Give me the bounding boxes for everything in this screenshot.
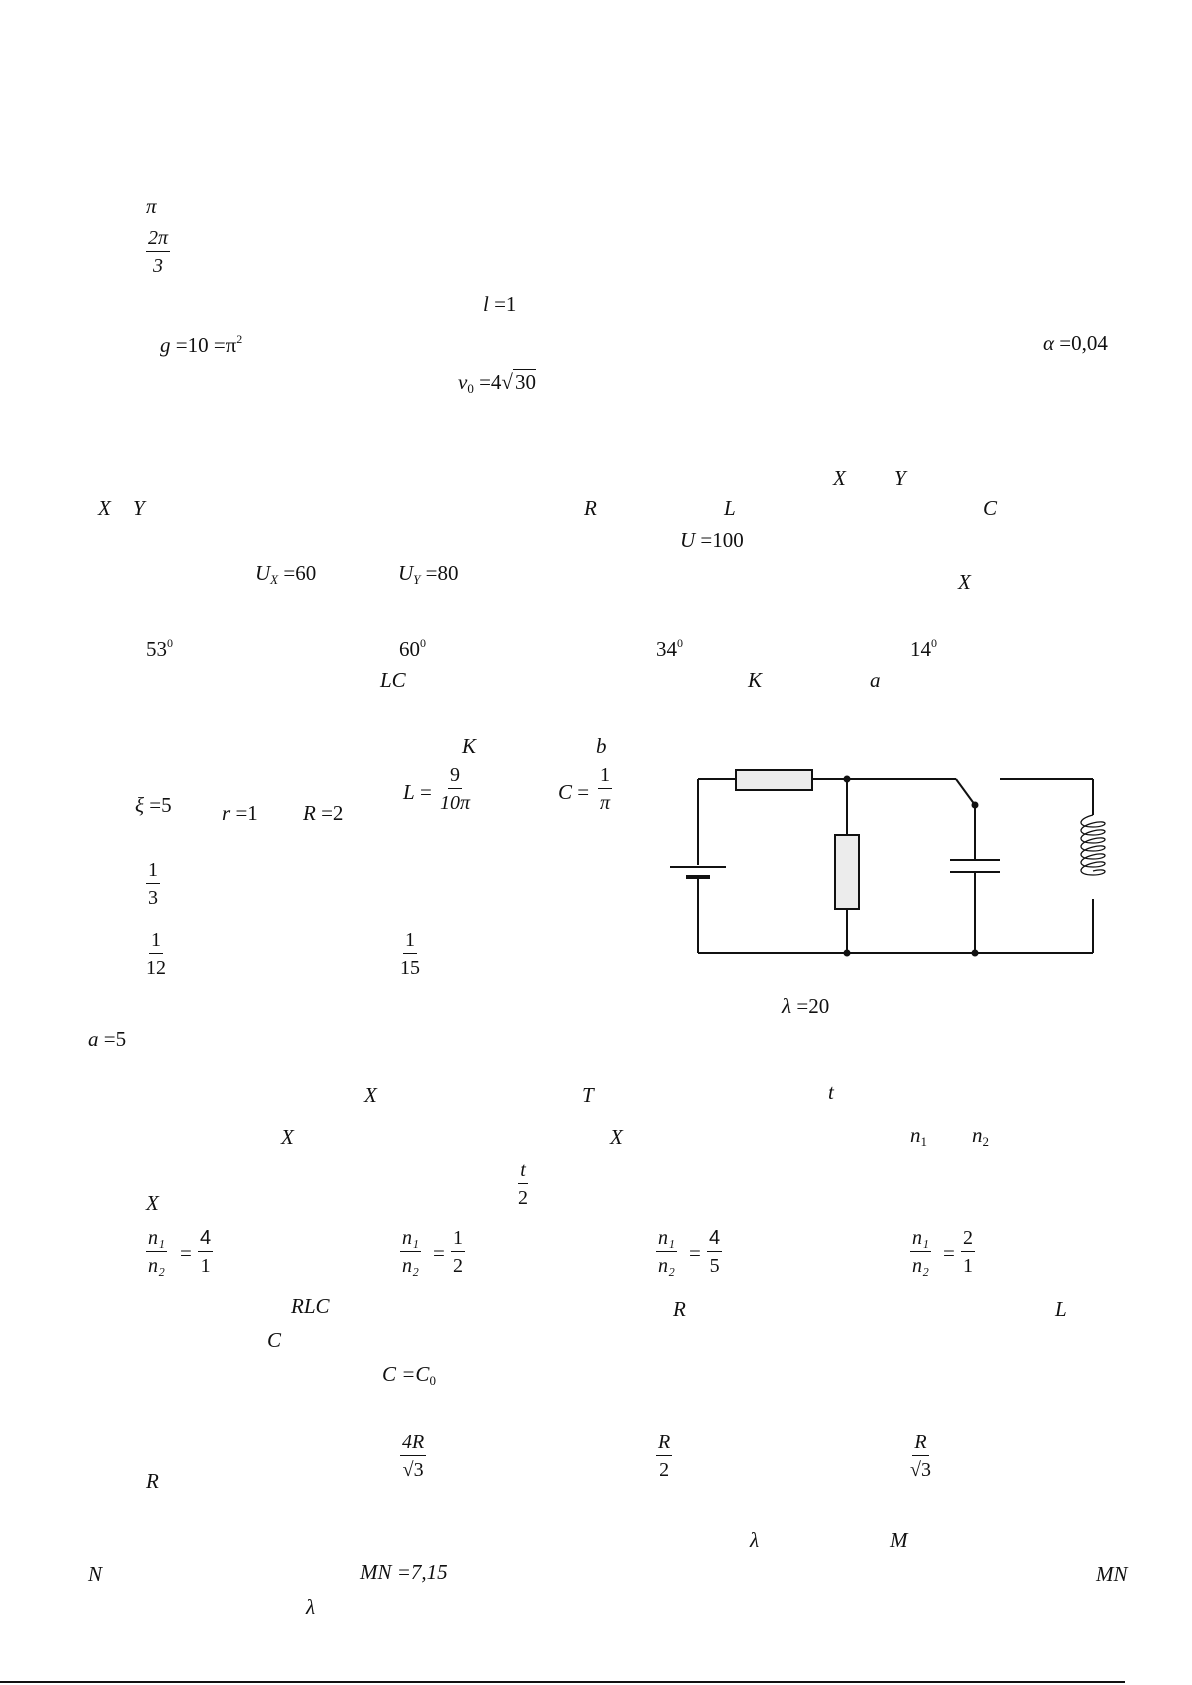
option-b-angle: $60^0$ bbox=[399, 636, 426, 661]
option-a-eq: = bbox=[180, 1241, 192, 1265]
t-over-two: $\frac{t}{2}$ bbox=[518, 1159, 528, 1209]
two-pi-over-three: $\frac{2\pi}{3}$ bbox=[148, 227, 169, 277]
junction-top bbox=[844, 776, 851, 783]
var-c: C bbox=[983, 496, 998, 520]
resistor-middle bbox=[835, 835, 859, 909]
inductance-eq: L = bbox=[403, 780, 432, 804]
inductance-frac: $\frac{9}{10\pi}$ bbox=[440, 764, 471, 814]
option-a-ratio-lhs: $\frac{\text{n₁}}{\text{n₂}}$ bbox=[148, 1227, 165, 1277]
mn-eq: MN =7,15 bbox=[360, 1560, 448, 1584]
var-x-left: X bbox=[98, 496, 111, 520]
internal-r-eq: r =1 bbox=[222, 801, 258, 825]
option-c-eq: = bbox=[689, 1241, 701, 1265]
option-b-ratio-lhs: $\frac{\text{n₁}}{\text{n₂}}$ bbox=[402, 1227, 419, 1277]
var-r: R bbox=[584, 496, 597, 520]
switch-k: K bbox=[748, 668, 763, 692]
c-equals-c0: $C =C_0$ bbox=[382, 1362, 436, 1388]
emf-eq: ξ =5 bbox=[135, 793, 172, 817]
gravity-eq: $g =10 =\pi^2$ bbox=[160, 332, 243, 357]
option-d-r-root3: $\frac{R}{√3}$ bbox=[910, 1431, 931, 1481]
u-eq: U =100 bbox=[680, 528, 744, 552]
junction-bottom-left bbox=[844, 950, 851, 957]
option-fraction-1-3: $\frac{1}{3}$ bbox=[148, 859, 158, 909]
terminal-b: b bbox=[596, 734, 607, 758]
var-x-5c: X bbox=[610, 1125, 623, 1149]
var-x-5b: X bbox=[281, 1125, 294, 1149]
resistor-top bbox=[736, 770, 812, 790]
option-a-r: R bbox=[146, 1469, 159, 1493]
alpha-eq: α =0,04 bbox=[1043, 331, 1108, 355]
point-m: M bbox=[890, 1528, 908, 1552]
var-t: t bbox=[828, 1080, 834, 1104]
terminal-a: a bbox=[870, 668, 881, 692]
switch-contact bbox=[972, 802, 979, 809]
option-fraction-1-15: $\frac{1}{15}$ bbox=[400, 929, 420, 979]
junction-bottom-right bbox=[972, 950, 979, 957]
uy-eq: $U_Y =80$ bbox=[398, 561, 459, 587]
var-n2: $n_2$ bbox=[972, 1123, 989, 1149]
option-c-angle: $34^0$ bbox=[656, 636, 683, 661]
point-n: N bbox=[88, 1562, 103, 1586]
capacitance-eq: C = bbox=[558, 780, 590, 804]
lambda-eq: λ =20 bbox=[782, 994, 830, 1018]
var-lambda-7b: λ bbox=[306, 1595, 316, 1619]
option-fraction-1-12: $\frac{1}{12}$ bbox=[146, 929, 166, 979]
var-lc: LC bbox=[380, 668, 406, 692]
option-d-ratio-lhs: $\frac{\text{n₁}}{\text{n₂}}$ bbox=[912, 1227, 929, 1277]
var-l: L bbox=[724, 496, 736, 520]
var-x-right: X bbox=[958, 570, 971, 594]
switch-blade bbox=[956, 779, 975, 805]
var-n1: $n_1$ bbox=[910, 1123, 927, 1149]
var-x-top: X bbox=[833, 466, 846, 490]
option-b-4r-root3: $\frac{4R}{√3}$ bbox=[402, 1431, 425, 1481]
var-c-6: C bbox=[267, 1328, 282, 1352]
switch-k-2: K bbox=[462, 734, 477, 758]
capacitance-frac: $\frac{1}{\pi}$ bbox=[599, 764, 611, 814]
var-y-top: Y bbox=[894, 466, 906, 490]
var-x-5a: X bbox=[364, 1083, 377, 1107]
var-r-6: R bbox=[673, 1297, 686, 1321]
pi-symbol: π bbox=[146, 194, 157, 218]
option-d-angle: $14^0$ bbox=[910, 636, 937, 661]
length-eq: l =1 bbox=[483, 292, 517, 316]
var-y-left: Y bbox=[133, 496, 145, 520]
option-a-ratio-rhs: $\frac{4}{1}$ bbox=[200, 1227, 212, 1277]
var-rlc: RLC bbox=[291, 1294, 330, 1318]
var-lambda-7: λ bbox=[750, 1528, 760, 1552]
option-b-eq: = bbox=[433, 1241, 445, 1265]
footer-rule bbox=[0, 1681, 1125, 1683]
option-c-r-half: $\frac{R}{2}$ bbox=[658, 1431, 671, 1481]
option-b-ratio-rhs: $\frac{1}{2}$ bbox=[453, 1227, 463, 1277]
option-a-angle: $53^0$ bbox=[146, 636, 173, 661]
inductor-coil bbox=[1081, 815, 1105, 875]
option-c-ratio-lhs: $\frac{\text{n₁}}{\text{n₂}}$ bbox=[658, 1227, 675, 1277]
ux-eq: $U_X =60$ bbox=[255, 561, 317, 587]
option-c-ratio-rhs: $\frac{4}{5}$ bbox=[709, 1227, 721, 1277]
a-eq: a =5 bbox=[88, 1027, 127, 1051]
circuit-diagram bbox=[660, 765, 1120, 965]
option-d-ratio-rhs: $\frac{2}{1}$ bbox=[963, 1227, 973, 1277]
var-period-t: T bbox=[582, 1083, 594, 1107]
segment-mn: MN bbox=[1096, 1562, 1128, 1586]
resistor-r-eq: R =2 bbox=[303, 801, 344, 825]
option-d-eq: = bbox=[943, 1241, 955, 1265]
var-l-6: L bbox=[1055, 1297, 1067, 1321]
var-x-5d: X bbox=[146, 1191, 159, 1215]
v0-eq: $v_0 =4√30$ bbox=[458, 370, 536, 396]
